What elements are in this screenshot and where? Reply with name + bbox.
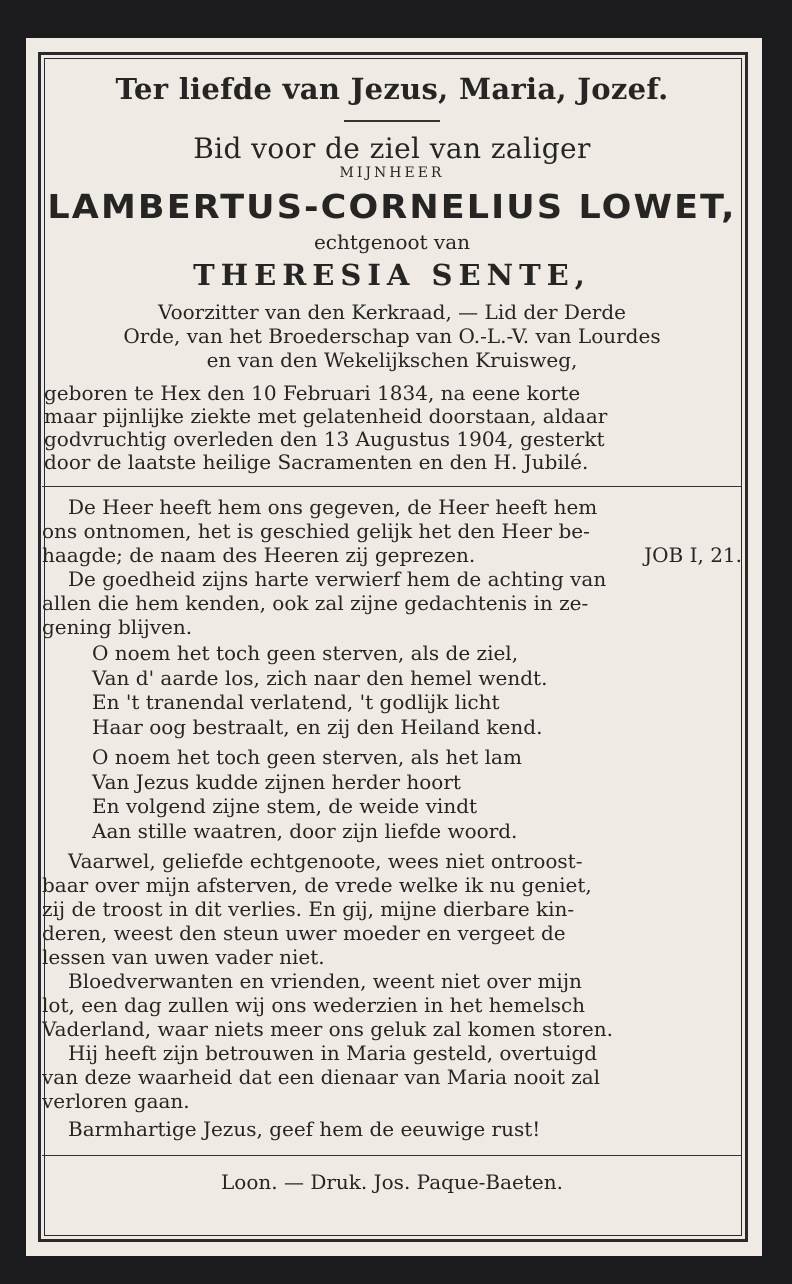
offices-block — [42, 300, 742, 372]
verse-line: En volgend zijne stem, de weide vindt — [92, 794, 478, 818]
short-divider — [344, 120, 440, 122]
verse-stanza-2 — [42, 745, 742, 843]
farewell-line: Vaarwel, geliefde echtgenoote, wees niet ontroost- — [68, 849, 583, 873]
farewell-line: lessen van uwen vader niet. — [42, 945, 325, 969]
offices-line: Voorzitter van den Kerkraad, — Lid der Derde — [157, 300, 627, 324]
trust-line: verloren gaan. — [42, 1089, 190, 1113]
offices-line: Orde, van het Broederschap van O.-L.-V. van Lourdes — [123, 324, 661, 348]
trust-line: van deze waarheid dat een dienaar van Maria nooit zal — [42, 1065, 601, 1089]
farewell-block — [42, 849, 742, 969]
card-text — [42, 58, 742, 1194]
farewell-line: zij de troost in dit verlies. En gij, mijne dierbare kin- — [42, 897, 575, 921]
verse-line: O noem het toch geen sterven, als het lam — [92, 745, 522, 769]
verse-line: Van d' aarde los, zich naar den hemel wendt. — [92, 665, 548, 690]
card-heading: Ter liefde van Jezus, Maria, Jozef. — [115, 72, 669, 106]
closing-prayer: Barmhartige Jezus, geef hem de eeuwige rust! — [68, 1117, 541, 1141]
offices-line: en van den Wekelijkschen Kruisweg, — [206, 348, 578, 372]
trust-line: Hij heeft zijn betrouwen in Maria gesteld, overtuigd — [68, 1041, 598, 1065]
birth-line: godvruchtig overleden den 13 Augustus 1904, gesterkt — [44, 427, 605, 451]
pray-line: Bid voor de ziel van zaliger — [193, 132, 591, 165]
relatives-block — [42, 969, 742, 1041]
goodness-line: De goedheid zijns harte verwierf hem de achting van — [68, 567, 607, 591]
scripture-line: De Heer heeft hem ons gegeven, de Heer heeft hem — [68, 495, 598, 519]
relatives-line: Bloedverwanten en vrienden, weent niet over mijn — [68, 969, 582, 993]
relatives-line: Vaderland, waar niets meer ons geluk zal komen storen. — [42, 1017, 613, 1041]
spouse-name: THERESIA SENTE, — [193, 258, 591, 292]
farewell-line: deren, weest den steun uwer moeder en vergeet de — [42, 921, 566, 945]
verse-line: Haar oog bestraalt, en zij den Heiland kend. — [92, 714, 543, 739]
trust-block — [42, 1041, 742, 1113]
verse-line: O noem het toch geen sterven, als de ziel, — [92, 641, 519, 665]
scripture-line-with-ref — [42, 543, 742, 567]
long-divider — [42, 486, 742, 487]
farewell-line: baar over mijn afsterven, de vrede welke ik nu geniet, — [42, 873, 592, 897]
honorific: MIJNHEER — [339, 165, 445, 181]
scripture-block — [42, 495, 742, 567]
verse-line: Aan stille waatren, door zijn liefde woord. — [92, 818, 518, 843]
goodness-line: gening blijven. — [42, 615, 193, 639]
verse-line: En 't tranendal verlatend, 't godlijk licht — [92, 690, 500, 714]
birth-death-block — [42, 382, 742, 474]
birth-line: maar pijnlijke ziekte met gelatenheid doorstaan, aldaar — [44, 404, 608, 428]
bottom-divider — [42, 1155, 742, 1156]
verse-stanza-1 — [42, 641, 742, 739]
spouse-intro: echtgenoot van — [313, 230, 471, 254]
relatives-line: lot, een dag zullen wij ons wederzien in het hemelsch — [42, 993, 586, 1017]
scripture-line: ons ontnomen, het is geschied gelijk het den Heer be- — [42, 519, 590, 543]
goodness-block — [42, 567, 742, 639]
scripture-line: haagde; de naam des Heeren zij geprezen. — [42, 543, 476, 567]
deceased-name: LAMBERTUS-CORNELIUS LOWET, — [47, 187, 737, 226]
birth-line: geboren te Hex den 10 Februari 1834, na eene korte — [44, 381, 581, 405]
printer-imprint: Loon. — Druk. Jos. Paque-Baeten. — [221, 1170, 563, 1194]
goodness-line: allen die hem kenden, ook zal zijne gedachtenis in ze- — [42, 591, 589, 615]
scripture-reference: JOB I, 21. — [644, 543, 742, 567]
birth-line: door de laatste heilige Sacramenten en den H. Jubilé. — [44, 450, 589, 474]
verse-line: Van Jezus kudde zijnen herder hoort — [92, 769, 461, 794]
